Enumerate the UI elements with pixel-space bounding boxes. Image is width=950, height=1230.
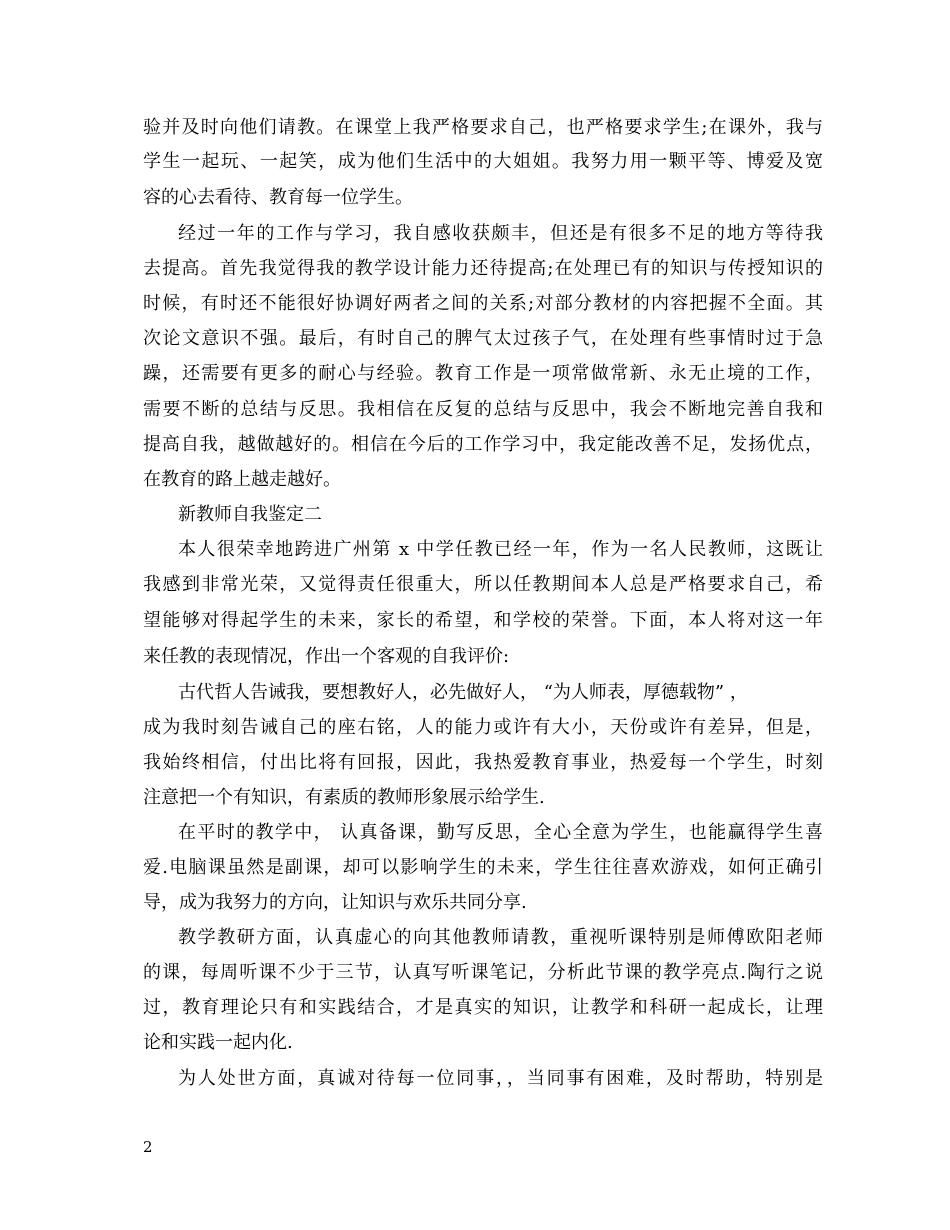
- text-line: 古代哲人告诫我，要想教好人，必先做好人， “为人师表，厚德载物” ，: [178, 682, 748, 703]
- text-line: 躁，还需要有更多的耐心与经验。教育工作是一项常做常新、永无止境的工作，: [143, 363, 823, 384]
- text-line: 为人处世方面，真诚对待每一位同事，，当同事有困难，及时帮助，特别是: [178, 1068, 823, 1089]
- text-line: 论和实践一起内化.: [143, 1032, 293, 1053]
- text-line: 学生一起玩、一起笑，成为他们生活中的大姐姐。我努力用一颗平等、博爱及宽: [143, 151, 823, 172]
- page-number: 2: [143, 1138, 153, 1156]
- text-line: 去提高。首先我觉得我的教学设计能力还待提高;在处理已有的知识与传授知识的: [143, 258, 823, 279]
- text-line: 爱.电脑课虽然是副课，却可以影响学生的未来，学生往往喜欢游戏，如何正确引: [143, 857, 823, 878]
- text-line: 我始终相信，付出比将有回报，因此，我热爱教育事业，热爱每一个学生，时刻: [143, 752, 823, 773]
- text-line: 次论文意识不强。最后，有时自己的脾气太过孩子气，在处理有些事情时过于急: [143, 328, 823, 349]
- text-line: 成为我时刻告诫自己的座右铭，人的能力或许有大小，天份或许有差异，但是，: [143, 717, 823, 738]
- text-line: 容的心去看待、教育每一位学生。: [143, 187, 413, 208]
- section-heading: 新教师自我鉴定二: [178, 504, 322, 525]
- text-line: 望能够对得起学生的未来，家长的希望，和学校的荣誉。下面，本人将对这一年: [143, 610, 823, 631]
- text-line: 注意把一个有知识，有素质的教师形象展示给学生.: [143, 787, 545, 808]
- text-line: 在教育的路上越走越好。: [143, 469, 341, 490]
- text-line: 来任教的表现情况，作出一个客观的自我评价:: [143, 646, 510, 667]
- text-line: 导，成为我努力的方向，让知识与欢乐共同分享.: [143, 892, 527, 913]
- text-line: 我感到非常光荣，又觉得责任很重大，所以任教期间本人总是严格要求自己，希: [143, 574, 823, 595]
- text-line: 提高自我，越做越好的。相信在今后的工作学习中，我定能改善不足，发扬优点，: [143, 434, 823, 455]
- text-line: 需要不断的总结与反思。我相信在反复的总结与反思中，我会不断地完善自我和: [143, 399, 823, 420]
- text-line: 的课，每周听课不少于三节，认真写听课笔记，分析此节课的教学亮点.陶行之说: [143, 962, 823, 983]
- text-line: 在平时的教学中， 认真备课，勤写反思，全心全意为学生，也能赢得学生喜: [178, 822, 823, 843]
- text-line: 本人很荣幸地跨进广州第 x 中学任教已经一年，作为一名人民教师，这既让: [178, 539, 823, 560]
- text-line: 验并及时向他们请教。在课堂上我严格要求自己，也严格要求学生;在课外，我与: [143, 117, 823, 138]
- text-line: 教学教研方面，认真虚心的向其他教师请教，重视听课特别是师傅欧阳老师: [178, 927, 823, 948]
- text-line: 过，教育理论只有和实践结合，才是真实的知识，让教学和科研一起成长，让理: [143, 997, 823, 1018]
- text-line: 经过一年的工作与学习，我自感收获颇丰，但还是有很多不足的地方等待我: [178, 223, 823, 244]
- text-line: 时候，有时还不能很好协调好两者之间的关系;对部分教材的内容把握不全面。其: [143, 293, 823, 314]
